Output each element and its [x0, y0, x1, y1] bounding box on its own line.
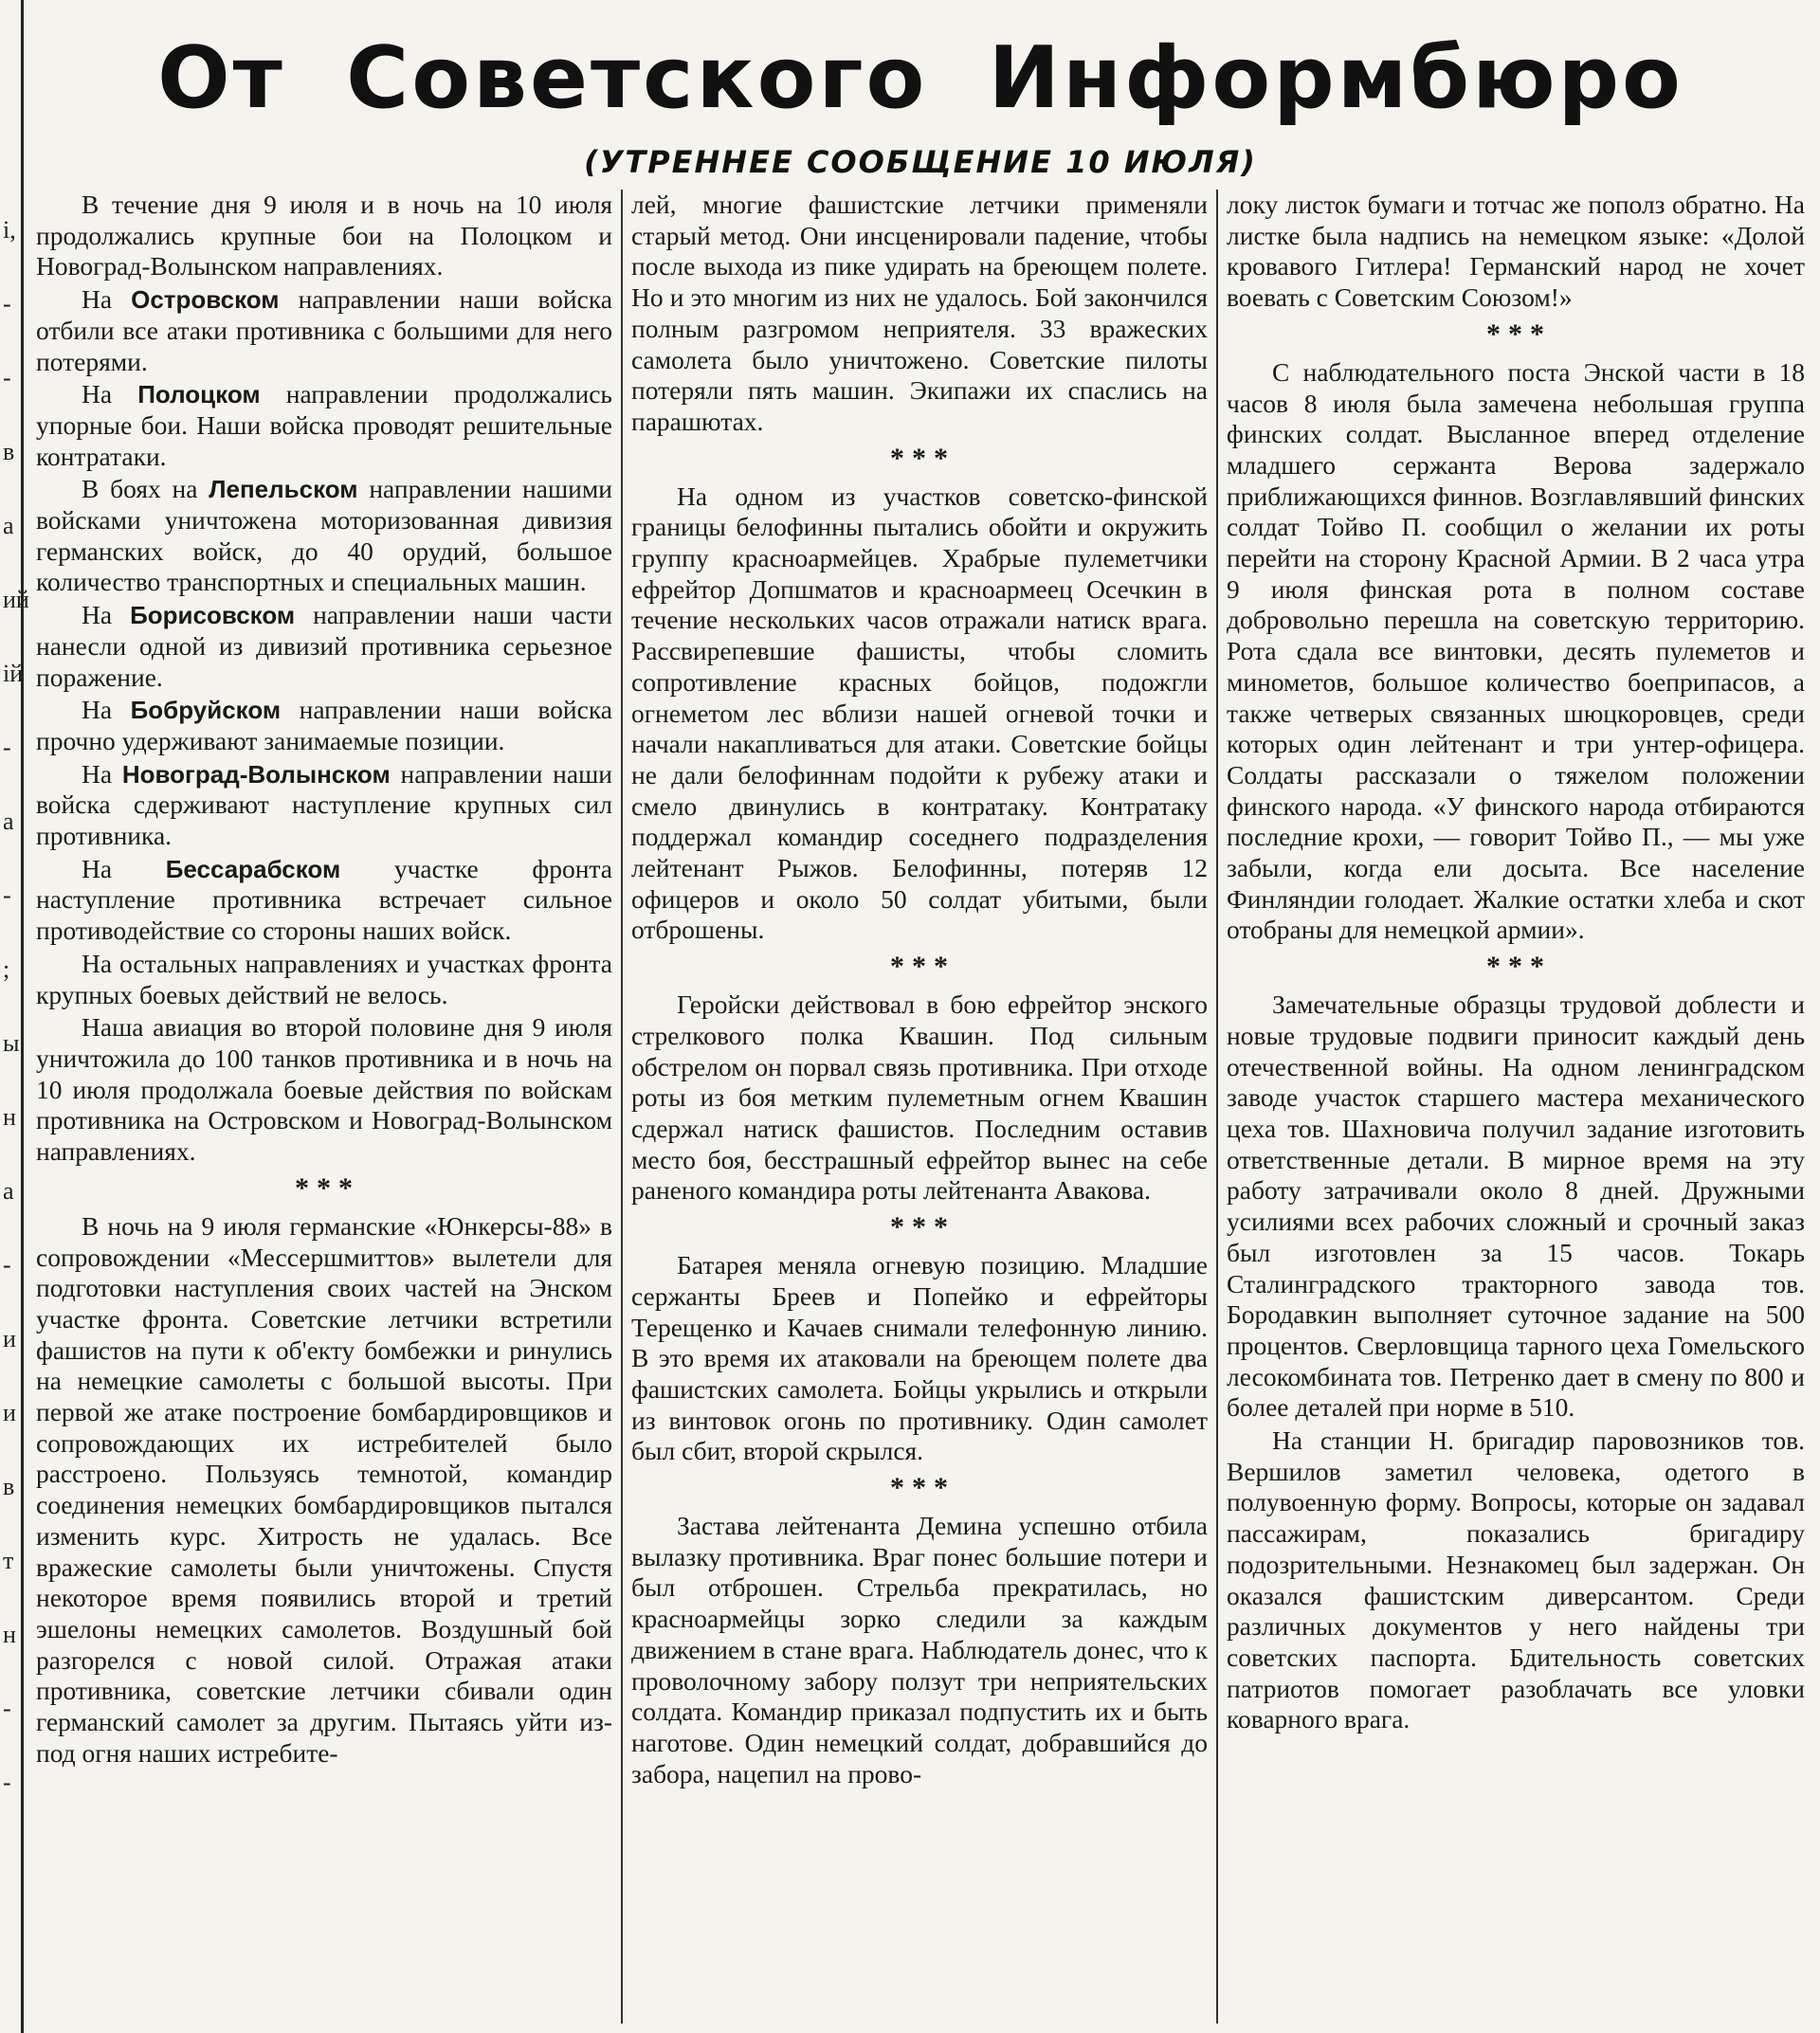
paragraph: На Полоцком направлении продолжались упорные бои. Наши войска проводят решительные контратаки.: [36, 379, 612, 471]
section-separator: * * *: [294, 1171, 354, 1204]
direction-name: Борисовском: [130, 601, 296, 630]
paragraph: На станции Н. бригадир паровозников тов. Вершилов заметил человека, одетого в полувоенную форму. Вопросы, которые он задавал пассажирам, показались бригадиру подозрительными. Незнакомец был задержан. Он оказался фашистским диверсантом. Среди различных документов у него найдены три советских паспорта. Бдительность советских патриотов помогает разоблачать все уловки коварного врага.: [1227, 1425, 1805, 1734]
paragraph: Застава лейтенанта Демина успешно отбила вылазку противника. Враг понес большие потери и был отброшен. Стрельба прекратилась, но красноармейцы зорко следили за каждым движением в стане врага. Наблюдатель донес, что к проволочному забору ползут три неприятельских солдата. Командир приказал подпустить их и быть наготове. Один немецкий солдат, добравшийся до забора, нацепил на прово-: [631, 1511, 1208, 1788]
paragraph: На Борисовском направлении наши части нанесли одной из дивизий противника серьезное поражение.: [36, 600, 612, 692]
fragment-char: -: [3, 1769, 11, 1796]
paragraph: На Островском направлении наши войска отбили все атаки противника с большими для него потерями.: [36, 284, 612, 376]
fragment-char: и: [3, 1325, 16, 1352]
paragraph: Замечательные образцы трудовой доблести и новые трудовые подвиги приносит каждый день отечественной войны. На одном ленинградском заводе участок старшего мастера механического цеха тов. Шахновича получил задание изготовить ответственные детали. В мирное время на эту работу затрачивали около 8 дней. Дружными усилиями всех рабочих сложный и срочный заказ был изготовлен за 15 часов. Токарь Сталинградского тракторного завода тов. Бородавкин выполняет суточное задание на 500 процентов. Сверловщица тарного цеха Гомельского лесокомбината тов. Петренко дает в смену по 800 и более деталей при норме в 510.: [1227, 989, 1805, 1423]
paragraph: На одном из участков советско-финской границы белофинны пытались обойти и окружить группу красноармейцев. Храбрые пулеметчики ефрейтор Допшматов и красноармеец Осечкин в течение нескольких часов отражали натиск врага. Рассвирепевшие фашисты, чтобы сломить сопротивление красных бойцов, подожгли огнеметом лес вблизи нашей огневой точки и начали накапливаться для атаки. Советские бойцы не дали белофиннам подойти к рубежу атаки и смело двинулись в контратаку. Контратаку поддержал командир соседнего подразделения лейтенант Рыжов. Белофинны, потеряв 12 офицеров и около 50 солдат убитыми, были отброшены.: [631, 481, 1208, 945]
column-divider: [1216, 190, 1218, 2024]
section-separator: * * *: [889, 951, 949, 983]
paragraph: На остальных направлениях и участках фронта крупных боевых действий не велось.: [36, 948, 612, 1009]
column-3: [1221, 190, 1811, 2024]
fragment-char: -: [3, 1695, 11, 1722]
paragraph: локу листок бумаги и тотчас же пополз обратно. На листке была надпись на немецком языке: «Долой кровавого Гитлера! Германский народ не хочет воевать с Советским Союзом!»: [1227, 190, 1805, 313]
paragraph: В боях на Лепельском направлении нашими войсками уничтожена моторизованная дивизия германских войск, до 40 орудий, большое количество транспортных и специальных машин.: [36, 474, 612, 597]
paragraph: В течение дня 9 июля и в ночь на 10 июля продолжались крупные бои на Полоцком и Новоград-Волынском направлениях.: [36, 190, 612, 281]
direction-name: Лепельском: [209, 475, 358, 504]
fragment-char: а: [3, 1177, 14, 1205]
fragment-char: -: [3, 1251, 11, 1279]
section-separator: * * *: [889, 1472, 949, 1504]
fragment-char: а: [3, 808, 14, 835]
column-divider: [621, 190, 623, 2024]
adjacent-column-fragment: [0, 0, 29, 2033]
direction-name: Островском: [131, 285, 280, 315]
fragment-char: а: [3, 512, 14, 539]
page-title: От Советского Информбюро: [157, 28, 1684, 128]
fragment-char: н: [3, 1103, 16, 1131]
section-separator: * * *: [1485, 951, 1545, 983]
fragment-char: ы: [3, 1029, 20, 1057]
fragment-char: ий: [3, 586, 29, 613]
fragment-char: -: [3, 290, 11, 318]
fragment-char: і,: [3, 216, 16, 244]
paragraph: На Бобруйском направлении наши войска прочно удерживают занимаемые позиции.: [36, 695, 612, 755]
paragraph: На Новоград-Волынском направлении наши войска сдерживают наступление крупных сил противника.: [36, 758, 612, 851]
paragraph: С наблюдательного поста Энской части в 18 часов 8 июля была замечена небольшая группа финских солдат. Высланное вперед отделение младшего сержанта Верова задержало приближающихся финнов. Возглавлявший финских солдат Тойво П. сообщил о желании их роты перейти на сторону Красной Армии. В 2 часа утра 9 июля финская рота в полном составе добровольно перешла на советскую территорию. Рота сдала все винтовки, десять пулеметов и минометов, большое количество боеприпасов, а также четверых связанных шюцкоровцев, среди которых один лейтенант и три унтер-офицера. Солдаты рассказали о тяжелом положении финского народа. «У финского народа отбираются последние крохи, — говорит Тойво П., — мы уже забыли, когда ели досыта. Все население Финляндии голодает. Жалкие остатки хлеба и скот отобраны для немецкой армии».: [1227, 356, 1805, 945]
fragment-char: н: [3, 1621, 16, 1648]
section-separator: * * *: [889, 1211, 949, 1243]
fragment-char: в: [3, 1473, 15, 1500]
article: [30, 0, 1811, 2033]
article-subtitle: (УТРЕННЕЕ СООБЩЕНИЕ 10 ИЮЛЯ): [584, 144, 1257, 180]
fragment-char: т: [3, 1547, 14, 1574]
fragment-char: -: [3, 364, 11, 391]
fragment-char: ій: [3, 660, 24, 687]
paragraph: лей, многие фашистские летчики применяли старый метод. Они инсценировали падение, чтобы после выхода из пике удирать на бреющем полете. Но и это многим из них не удалось. Бой закончился полным разгромом неприятеля. 33 вражеских самолета было уничтожено. Советские пилоты потеряли пять машин. Экипажи их спаслись на парашютах.: [631, 190, 1208, 436]
section-separator: * * *: [889, 442, 949, 474]
paragraph: Геройски действовал в бою ефрейтор энского стрелкового полка Квашин. Под сильным обстрелом он порвал связь противника. При отходе роты из боя метким пулеметным огнем Квашин сдержал натиск фашистов. Последним оставив место боя, бесстрашный ефрейтор вынес на себе раненого командира роты лейтенанта Авакова.: [631, 989, 1208, 1206]
column-1: [30, 190, 618, 2024]
section-separator: * * *: [1485, 318, 1545, 350]
paragraph: Батарея меняла огневую позицию. Младшие сержанты Бреев и Попейко и ефрейторы Терещенко и Качаев снимали телефонную линию. В это время их атаковали на бреющем полете два фашистских самолета. Бойцы укрылись и открыли из винтовок огонь по противнику. Один самолет был сбит, второй скрылся.: [631, 1250, 1208, 1466]
fragment-char: -: [3, 881, 11, 909]
paragraph: На Бессарабском участке фронта наступление противника встречает сильное противодействие со стороны наших войск.: [36, 853, 612, 946]
paragraph: В ночь на 9 июля германские «Юнкерсы-88» в сопровождении «Мессершмиттов» вылетели для подготовки наступления своих частей на Энском участке фронта. Советские летчики встретили фашистов на пути к об'екту бомбежки и ринулись на немецкие самолеты с большой высоты. При первой же атаке построение бомбардировщиков и сопровождающих их истребителей было расстроено. Пользуясь темнотой, командир соединения немецких бомбардировщиков пытался изменить курс. Хитрость не удалась. Все вражеские самолеты были уничтожены. Спустя некоторое время появились второй и третий эшелоны немецких самолетов. Воздушный бой разгорелся с новой силой. Отражая атаки противника, советские летчики сбивали один германский самолет за другим. Пытаясь уйти из-под огня наших истребите-: [36, 1210, 612, 1768]
fragment-char: -: [3, 734, 11, 761]
fragment-char: и: [3, 1399, 16, 1426]
direction-name: Бессарабском: [165, 854, 341, 883]
direction-name: Бобруйском: [130, 696, 282, 725]
direction-name: Новоград-Волынском: [121, 759, 391, 789]
direction-name: Полоцком: [137, 380, 261, 409]
column-2: [626, 190, 1213, 2024]
fragment-char: ;: [3, 955, 10, 983]
fragment-char: в: [3, 438, 15, 465]
paragraph: Наша авиация во второй половине дня 9 июля уничтожила до 100 танков противника и в ночь на 10 июля продолжала боевые действия по войскам противника на Островском и Новоград-Волынском направлениях.: [36, 1012, 612, 1167]
